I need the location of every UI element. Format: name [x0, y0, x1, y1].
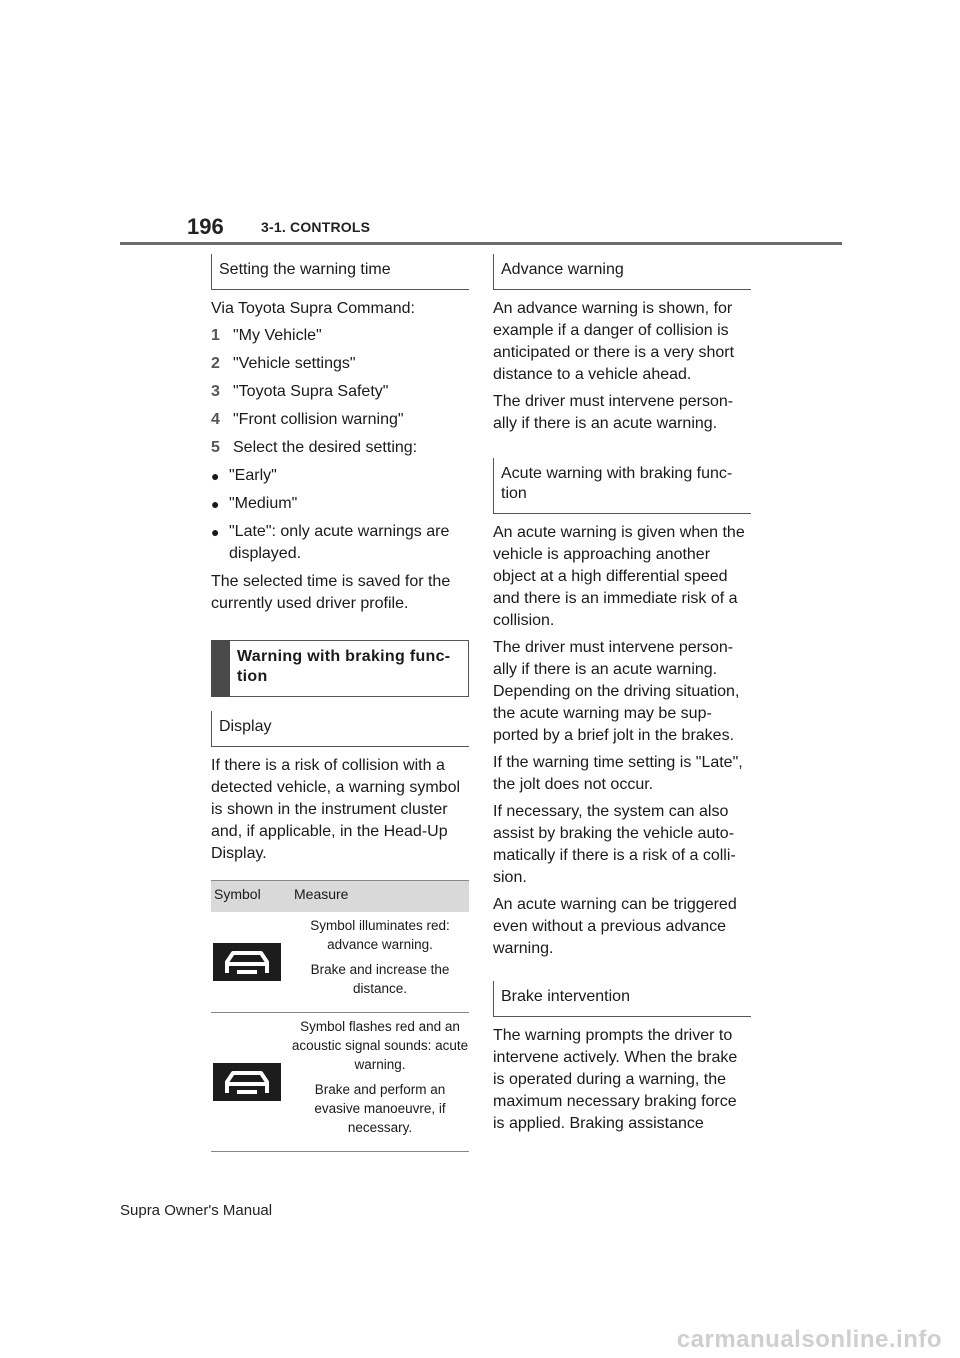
acute-paragraph: If the warning time setting is "Late", the jolt does not occur. [493, 754, 743, 793]
left-column [211, 254, 469, 1152]
step-item [211, 409, 469, 431]
vehicle-collision-warning-icon [213, 943, 281, 981]
measure-line: Symbol illuminates red: advance warning. [310, 918, 450, 952]
brake-paragraph: The warning prompts the driver to intervene actively. When the brake is operated during a warning, the maximum necessary braking force is applied. Braking assistance [493, 1027, 738, 1132]
page-number: 196 [187, 214, 224, 239]
step-text: "Toyota Supra Safety" [233, 383, 389, 400]
section-heading-brake: Brake intervention [493, 981, 751, 1017]
measure-line: Brake and increase the distance. [310, 962, 450, 996]
step-item [211, 353, 469, 375]
bullet-icon: ● [211, 496, 220, 512]
acute-paragraph: An acute warning is given when the vehicle is approaching another object at a high differential speed and there is an immediate risk of a collision. [493, 524, 745, 629]
acute-paragraph: An acute warning can be triggered even without a previous advance warning. [493, 896, 737, 957]
table-row [211, 912, 469, 1013]
vehicle-collision-warning-icon [213, 1063, 281, 1101]
symbol-cell [211, 1013, 291, 1152]
bullet-text: "Late": only acute warnings are displayed. [229, 523, 450, 562]
bullet-item [211, 521, 469, 565]
table-row [211, 1013, 469, 1152]
step-text: "Vehicle settings" [233, 355, 356, 372]
section-heading-braking: Warning with braking func-tion [211, 640, 469, 697]
section-heading-advance: Advance warning [493, 254, 751, 290]
bullet-item [211, 493, 469, 515]
watermark: carmanualsonline.info [676, 1326, 942, 1353]
acute-paragraph: The driver must intervene person-ally if there is an acute warning. Depending on the driving situation, the acute warning may be sup-ported by a brief jolt in the brakes. [493, 639, 740, 744]
step-item [211, 381, 469, 403]
symbol-cell [211, 912, 291, 1013]
step-text: Select the desired setting: [233, 439, 418, 456]
bullet-icon: ● [211, 468, 220, 484]
measure-cell [291, 1013, 469, 1152]
symbol-table [211, 880, 469, 1152]
display-text: If there is a risk of collision with a detected vehicle, a warning symbol is shown in the instrument cluster and, if applicable, in the Head-Up Display. [211, 757, 461, 862]
step-number: 1 [211, 327, 220, 344]
step-number: 4 [211, 411, 220, 428]
bullet-icon: ● [211, 524, 220, 540]
step-item [211, 437, 469, 459]
step-text: "Front collision warning" [233, 411, 404, 428]
page-header [0, 0, 960, 250]
acute-paragraph: If necessary, the system can also assist by braking the vehicle auto-matically if there is a risk of a colli-sion. [493, 803, 736, 886]
advance-paragraph: An advance warning is shown, for example if a danger of collision is anticipated or there is a very short distance to a vehicle ahead. [493, 300, 735, 383]
step-number: 2 [211, 355, 220, 372]
footer-manual-name: Supra Owner's Manual [120, 1202, 273, 1219]
bullet-item [211, 465, 469, 487]
measure-line: Brake and perform an evasive manoeuvre, if necessary. [314, 1082, 446, 1135]
chapter-title: 3-1. CONTROLS [261, 219, 371, 235]
bullet-text: "Early" [229, 467, 277, 484]
bullet-text: "Medium" [229, 495, 298, 512]
section-heading-setting: Setting the warning time [211, 254, 469, 290]
measure-cell [291, 912, 469, 1013]
step-text: "My Vehicle" [233, 327, 322, 344]
section-heading-acute: Acute warning with braking func-tion [493, 458, 751, 514]
header-rule [120, 242, 842, 245]
column-header-measure: Measure [291, 881, 469, 913]
column-header-symbol: Symbol [211, 881, 291, 913]
right-column [493, 254, 751, 1140]
step-number: 5 [211, 439, 220, 456]
step-item [211, 325, 469, 347]
advance-paragraph: The driver must intervene person-ally if there is an acute warning. [493, 393, 734, 432]
saved-text: The selected time is saved for the currently used driver profile. [211, 573, 451, 612]
measure-line: Symbol flashes red and an acoustic signal sounds: acute warning. [291, 1019, 469, 1072]
step-number: 3 [211, 383, 220, 400]
intro-text: Via Toyota Supra Command: [211, 300, 415, 317]
section-heading-display: Display [211, 711, 469, 747]
